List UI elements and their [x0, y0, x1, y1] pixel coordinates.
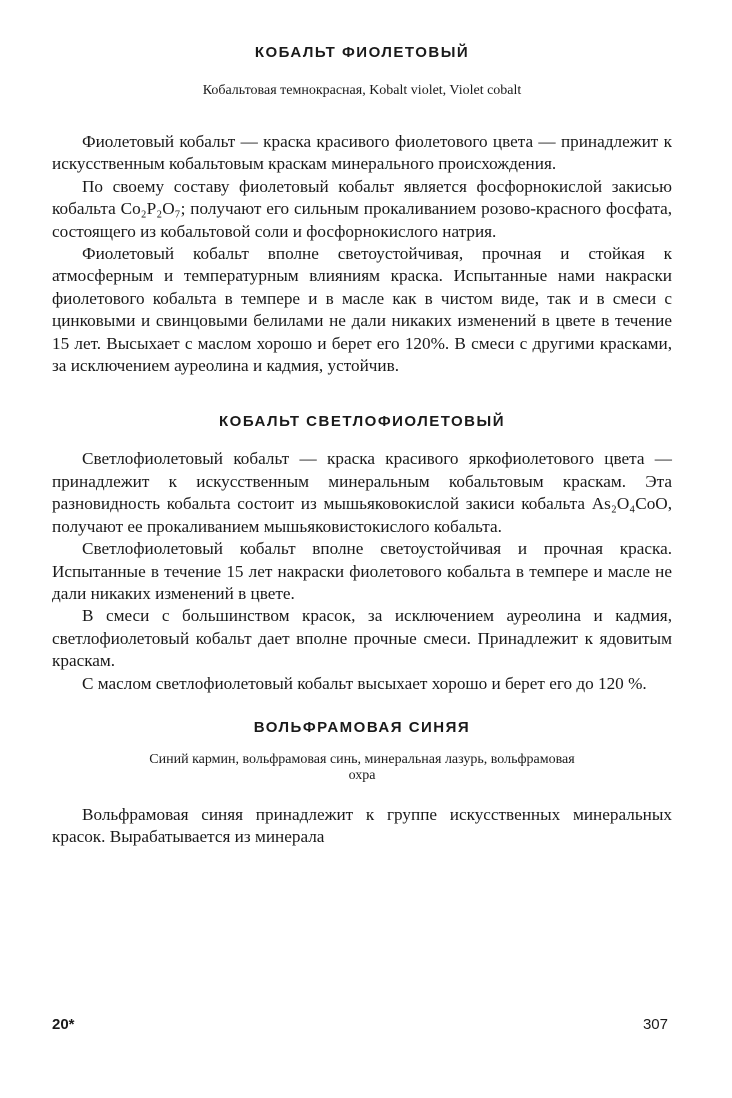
section-title-tungsten-blue: ВОЛЬФРАМОВАЯ СИНЯЯ	[253, 718, 471, 736]
paragraph: Фиолетовый кобальт вполне светоустойчивая, прочная и стойкая к атмосферным и температурным влияниям краска. Испытанные нами накраски фиолетового кобальта в темпере и в масле как в чистом виде, так и в смеси с цинковыми и свинцовыми белилами не дали никаких изменений в цвете в течение 15 лет. Высыхает с маслом хорошо и берет его 120%. В смеси с другими красками, за исключением ауреолина и кадмия, устойчив.	[52, 244, 672, 376]
section-title-light-violet-cobalt: КОБАЛЬТ СВЕТЛОФИОЛЕТОВЫЙ	[219, 413, 505, 431]
section-synonyms-violet-cobalt: Кобальтовая темнокрасная, Kobalt violet, Violet cobalt	[202, 83, 522, 98]
book-page	[52, 44, 672, 849]
paragraph: Светлофиолетовый кобальт — краска красивого яркофиолетового цвета — принадлежит к искусственным минеральным кобальтовым краскам. Эта разновидность кобальта состоит из мышьяковокислой закиси кобальта As₂O₄CoO, получают ее прокаливанием мышьяковистокислого кобальта.	[52, 449, 672, 536]
paragraph: По своему составу фиолетовый кобальт является фосфорнокислой закисью кобальта Co₂P₂O₇; получают его сильным прокаливанием розово-красного фосфата, состоящего из кобальтовой соли и фосфорнокислого натрия.	[52, 176, 672, 241]
paragraph: В смеси с большинством красок, за исключением ауреолина и кадмия, светлофиолетовый кобальт дает вполне прочные смеси. Принадлежит к ядовитым краскам.	[52, 606, 672, 671]
signature-mark: 20*	[52, 1016, 75, 1033]
paragraph: Вольфрамовая синяя принадлежит к группе искусственных минеральных красок. Вырабатывается из минерала	[52, 804, 672, 847]
section-synonyms-tungsten-blue: Синий кармин, вольфрамовая синь, минеральная лазурь, вольфрамовая охра	[149, 751, 575, 783]
page-number: 307	[642, 1016, 668, 1033]
paragraph: С маслом светлофиолетовый кобальт высыхает хорошо и берет его до 120 %.	[82, 673, 647, 693]
paragraph: Фиолетовый кобальт — краска красивого фиолетового цвета — принадлежит к искусственным кобальтовым краскам минерального происхождения.	[52, 132, 672, 174]
section-title-violet-cobalt: КОБАЛЬТ ФИОЛЕТОВЫЙ	[254, 44, 470, 61]
paragraph: Светлофиолетовый кобальт вполне светоустойчивая и прочная краска. Испытанные в течение 15 лет накраски фиолетового кобальта в темпере и масле не дали никаких изменений в цвете.	[52, 539, 672, 603]
